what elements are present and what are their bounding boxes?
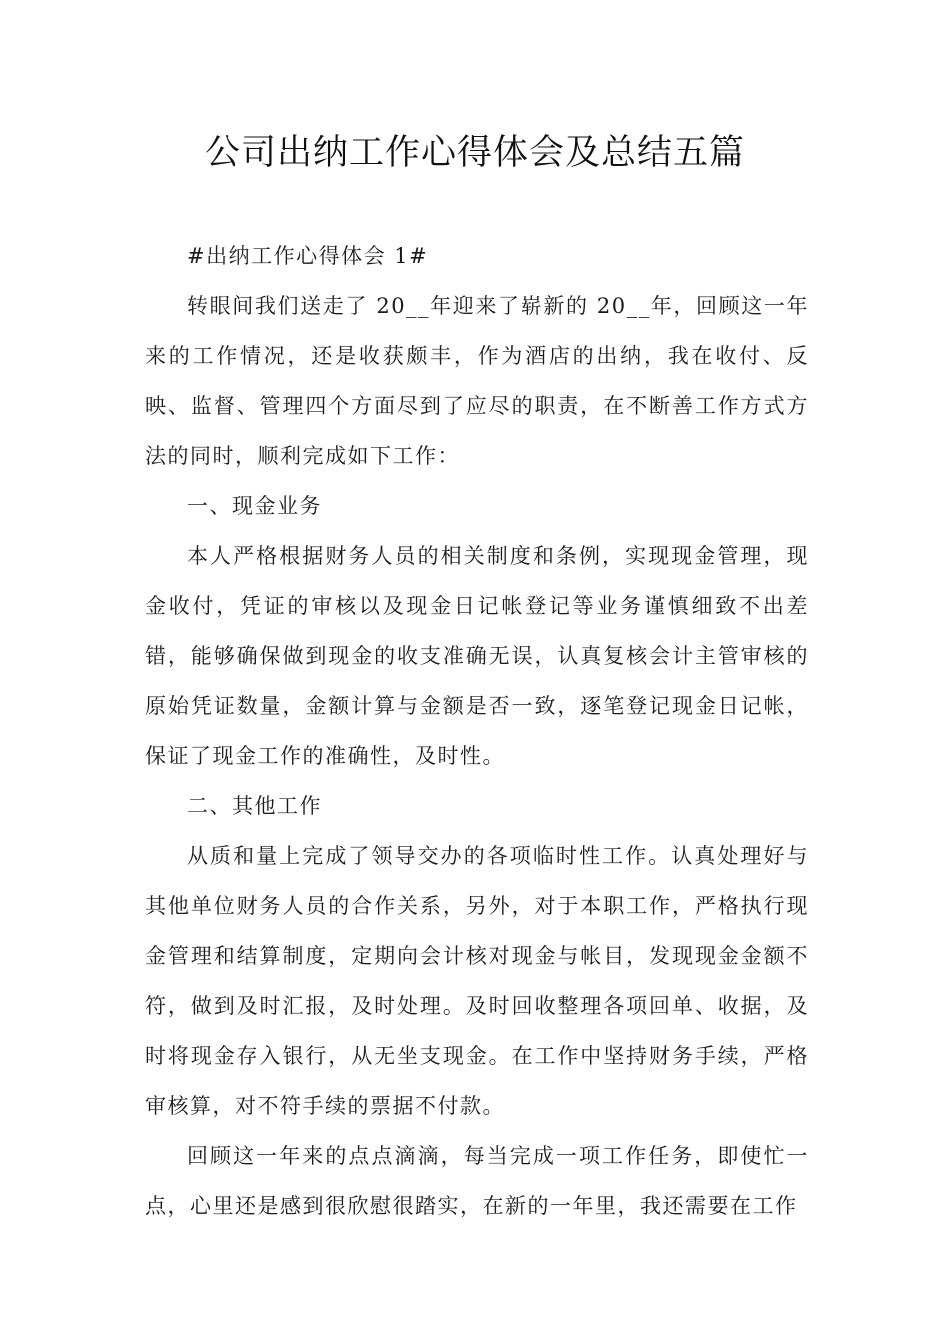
subheading-cash-business: 一、现金业务 — [187, 494, 322, 518]
section-heading-1: #出纳工作心得体会 1# — [187, 244, 429, 268]
paragraph-intro: 转眼间我们送走了 20__年迎来了崭新的 20__年，回顾这一年来的工作情况，还是收获颇丰，作为酒店的出纳，我在收付、反映、监督、管理四个方面尽到了应尽的职责，在不断善工作方式方法的同时，顺利完成如下工作： — [145, 294, 809, 468]
paragraph-cash-business: 本人严格根据财务人员的相关制度和条例，实现现金管理，现金收付，凭证的审核以及现金日记帐登记等业务谨慎细致不出差错，能够确保做到现金的收支准确无误，认真复核会计主管审核的原始凭证数量，金额计算与金额是否一致，逐笔登记现金日记帐，保证了现金工作的准确性，及时性。 — [145, 544, 809, 768]
subheading-other-work: 二、其他工作 — [187, 794, 322, 818]
document-body — [145, 231, 809, 1231]
paragraph-review: 回顾这一年来的点点滴滴，每当完成一项工作任务，即使忙一点，心里还是感到很欣慰很踏实，在新的一年里，我还需要在工作 — [145, 1144, 809, 1218]
paragraph-other-work: 从质和量上完成了领导交办的各项临时性工作。认真处理好与其他单位财务人员的合作关系，另外，对于本职工作，严格执行现金管理和结算制度，定期向会计核对现金与帐目，发现现金金额不符，做到及时汇报，及时处理。及时回收整理各项回单、收据，及时将现金存入银行，从无坐支现金。在工作中坚持财务手续，严格审核算，对不符手续的票据不付款。 — [145, 844, 809, 1118]
document-title: 公司出纳工作心得体会及总结五篇 — [204, 133, 745, 173]
